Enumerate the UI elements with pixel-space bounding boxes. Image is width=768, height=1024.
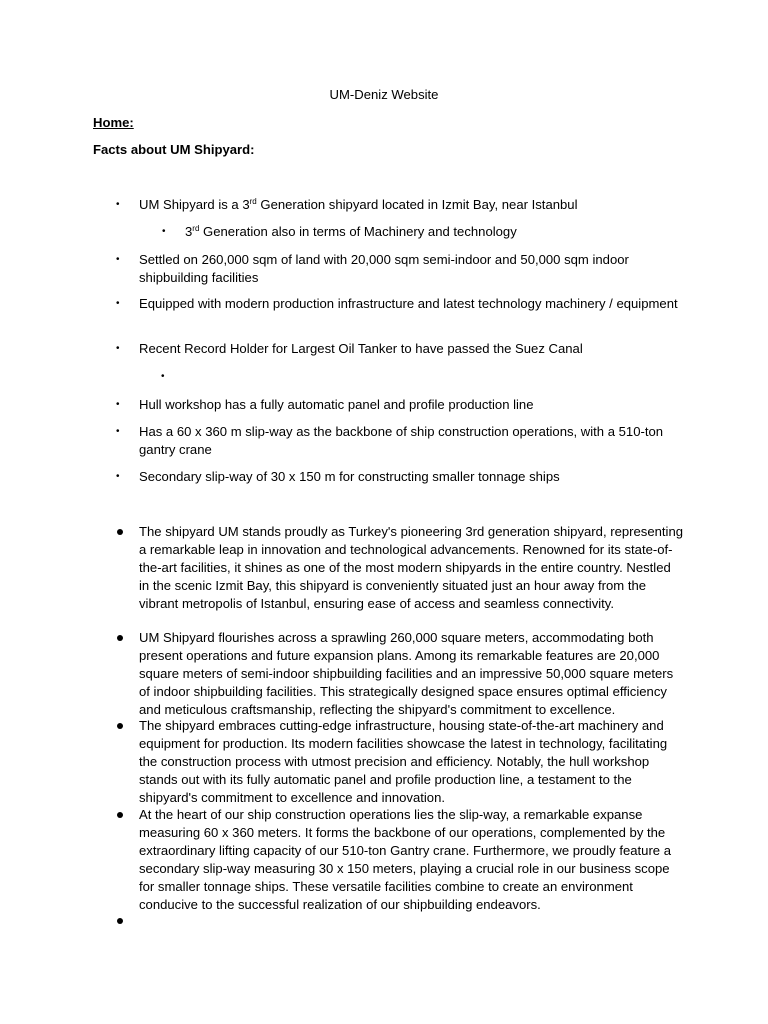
paragraph-item: UM Shipyard flourishes across a sprawling 260,000 square meters, accommodating both present operations and future expansion plans. Among its remarkable features are 20,000 square meters of semi-indoor shipbuilding facilities and an impressive 50,000 square meters of indoor shipbuilding facilities. This strategically designed space ensures optimal efficiency and meticulous craftsmanship, reflecting the shipyard's commitment to excellence.: [139, 629, 684, 719]
fact-item-land: • Settled on 260,000 sqm of land with 20,000 sqm semi-indoor and 50,000 sqm indoor shipbuilding facilities: [116, 252, 629, 285]
bullet-icon: •: [116, 426, 120, 437]
empty-bullet-icon: •: [161, 371, 165, 382]
fact-item-infrastructure: • Equipped with modern production infrastructure and latest technology machinery / equipment: [116, 296, 678, 311]
document-title: UM-Deniz Website: [329, 87, 439, 102]
fact-item-slipway: • Has a 60 x 360 m slip-way as the backbone of ship construction operations, with a 510-ton gantry crane: [116, 424, 664, 457]
bullet-icon: •: [116, 199, 120, 210]
fact-item-secondary-slipway: • Secondary slip-way of 30 x 150 m for constructing smaller tonnage ships: [116, 469, 560, 484]
bullet-icon: •: [116, 399, 120, 410]
paragraph-item: The shipyard UM stands proudly as Turkey's pioneering 3rd generation shipyard, representing a remarkable leap in innovation and technological advancements. Renowned for its state-of-the-art facilities, it shines as one of the most modern shipyards in the entire country. Nestled in the scenic Izmit Bay, this shipyard is conveniently situated just an hour away from the vibrant metropolis of Istanbul, ensuring ease of access and seamless connectivity.: [139, 523, 684, 613]
paragraph-item: At the heart of our ship construction operations lies the slip-way, a remarkable expanse measuring 60 x 360 meters. It forms the backbone of our operations, complemented by the extraordinary lifting capacity of our 510-ton Gantry crane. Furthermore, we proudly feature a secondary slip-way measuring 30 x 150 meters, playing a crucial role in our business scope for smaller tonnage ships. These versatile facilities combine to create an environment conducive to the successful realization of our shipbuilding endeavors.: [139, 806, 684, 913]
bullet-icon: •: [162, 226, 166, 237]
bullet-icon: •: [116, 254, 120, 265]
fact-item-record: • Recent Record Holder for Largest Oil Tanker to have passed the Suez Canal: [116, 341, 583, 356]
empty-bullet-dot-icon: [117, 918, 123, 924]
bullet-dot-icon: [117, 812, 123, 818]
fact-item-hull: • Hull workshop has a fully automatic panel and profile production line: [116, 397, 534, 412]
bullet-icon: •: [116, 298, 120, 309]
facts-heading: Facts about UM Shipyard:: [93, 142, 255, 157]
home-heading: Home:: [93, 115, 134, 130]
bullet-dot-icon: [117, 635, 123, 641]
bullet-icon: •: [116, 343, 120, 354]
bullet-dot-icon: [117, 529, 123, 535]
bullet-dot-icon: [117, 723, 123, 729]
fact-item-generation: • UM Shipyard is a 3rd Generation shipyard located in Izmit Bay, near Istanbul: [116, 197, 578, 212]
paragraph-item: The shipyard embraces cutting-edge infrastructure, housing state-of-the-art machinery and equipment for production. Its modern facilities showcase the latest in technology, facilitating the construction process with utmost precision and efficiency. Notably, the hull workshop stands out with its fully automatic panel and profile production line, a testament to the shipyard's commitment to excellence and innovation.: [139, 717, 684, 807]
fact-subitem-machinery: • 3rd Generation also in terms of Machinery and technology: [162, 224, 517, 239]
bullet-icon: •: [116, 471, 120, 482]
